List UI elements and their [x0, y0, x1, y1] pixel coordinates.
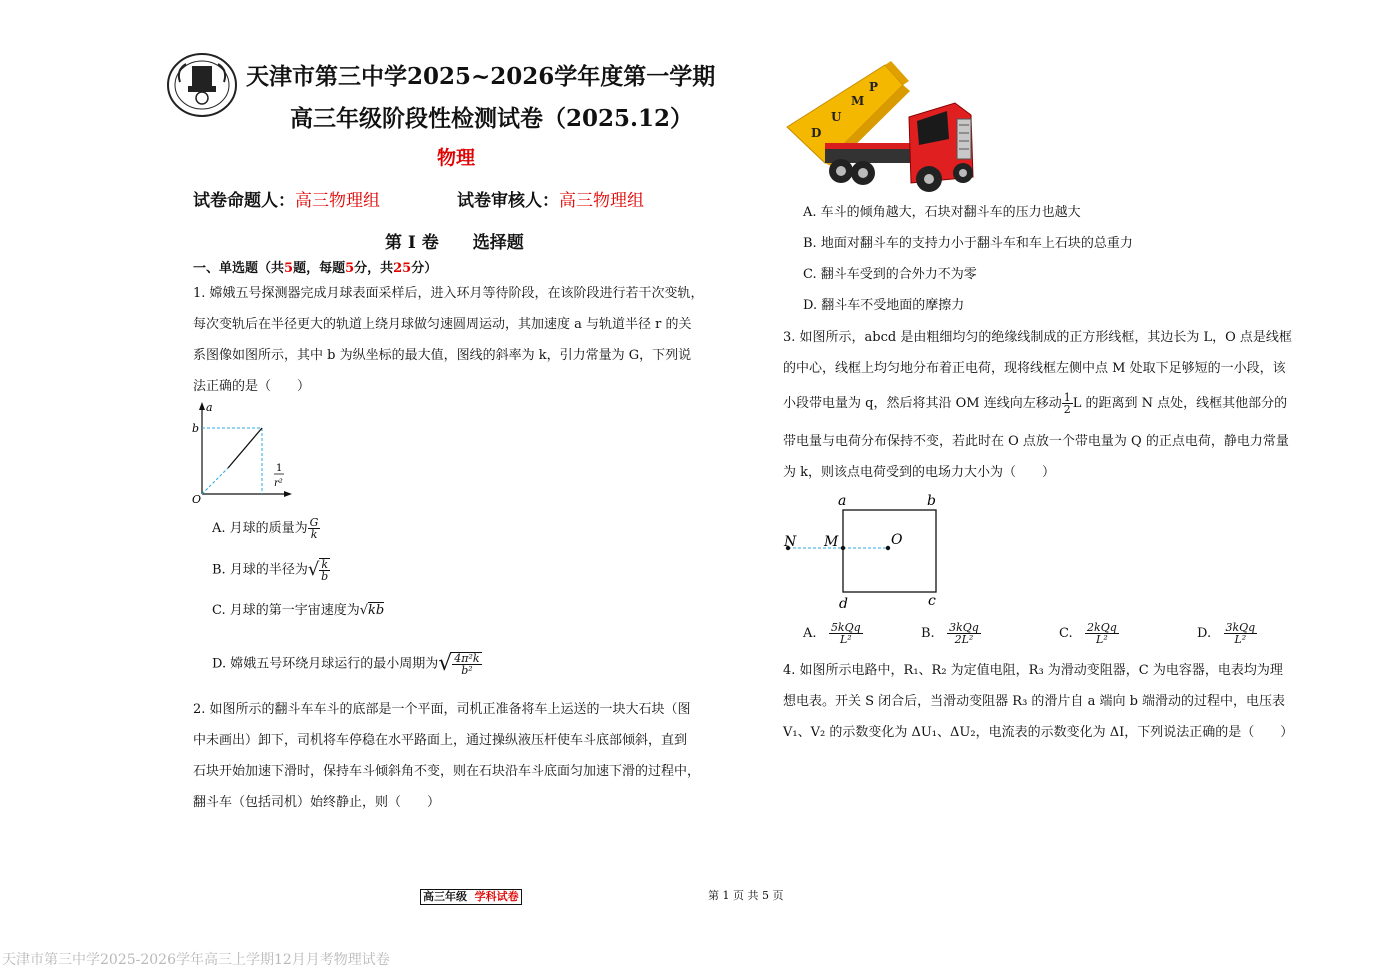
- label-c: c: [928, 593, 936, 609]
- q3-option-a: A. $\frac{\text{5kQq}}{\text{L²}}$: [803, 621, 861, 646]
- exam-title: 高三年级阶段性检测试卷（2025.12）: [290, 105, 694, 132]
- reviewer-label: 试卷审核人：: [457, 191, 559, 211]
- q2-option-d: D. 翻斗车不受地面的摩擦力: [803, 298, 965, 313]
- volume-type: 选择题: [472, 233, 524, 253]
- graph-y-label: a: [206, 401, 213, 414]
- q2-line2: 中未画出）卸下，司机将车停稳在水平路面上，通过操纵液压杆使车斗底部倾斜，直到: [193, 733, 688, 748]
- q3-square-frame-figure: [780, 490, 950, 612]
- q3-option-d: D. $\frac{\text{3kQq}}{\text{L²}}$: [1197, 621, 1256, 646]
- svg-text:P: P: [869, 80, 879, 94]
- label-n: N: [784, 534, 797, 550]
- graph-x-num: 1: [276, 463, 283, 474]
- label-m: M: [824, 534, 839, 550]
- graph-b-label: b: [192, 422, 200, 435]
- dump-truck-image: [785, 55, 980, 195]
- q1-line3: 系图像如图所示，其中 b 为纵坐标的最大值，图线的斜率为 k，引力常量为 G，下列说: [193, 348, 692, 363]
- reviewer-name: 高三物理组: [559, 191, 644, 211]
- label-o: O: [891, 532, 903, 548]
- q3-line2: 的中心，线框上均匀地分布着正电荷，现将线框左侧中点 M 处取下足够短的一小段，该: [783, 361, 1286, 376]
- q1-option-c: C. 月球的第一宇宙速度为√kb: [212, 603, 385, 618]
- q3-option-b: B. $\frac{\text{3kQq}}{\text{2L²}}$: [921, 621, 979, 646]
- q2-option-b: B. 地面对翻斗车的支持力小于翻斗车和车上石块的总重力: [803, 236, 1133, 251]
- author-line: [193, 186, 380, 211]
- q1-option-b: B. 月球的半径为√ $\frac{k}{b}$: [212, 558, 329, 583]
- section-heading: 一、单选题（共5题，每题5分，共25分）: [193, 261, 438, 276]
- q4-line1: 4. 如图所示电路中，R₁、R₂ 为定值电阻，R₃ 为滑动变阻器，C 为电容器，电表均为理: [783, 663, 1283, 678]
- volume-heading: [385, 228, 524, 253]
- q3-line3: 小段带电量为 q，然后将其沿 OM 连线向左移动 $\frac{1}{2}$ L 的距离到 N 点处，线框其他部分的: [783, 391, 1288, 416]
- q3-line5: 为 k，则该点电荷受到的电场力大小为（ ）: [783, 465, 1056, 480]
- subject-title: 物理: [437, 147, 476, 169]
- q2-line4: 翻斗车（包括司机）始终静止，则（ ）: [193, 795, 441, 810]
- svg-text:U: U: [831, 110, 842, 124]
- label-a: a: [838, 493, 847, 509]
- q2-line3: 石块开始加速下滑时，保持车斗倾斜角不变，则在石块沿车斗底面匀加速下滑的过程中，: [193, 764, 701, 779]
- q1-option-a: A. 月球的质量为 $\frac{G}{k}$: [212, 516, 319, 541]
- q4-line3: V₁、V₂ 的示数变化为 ΔU₁、ΔU₂，电流表的示数变化为 ΔI，下列说法正确的是（ ）: [783, 725, 1294, 740]
- svg-text:M: M: [851, 94, 865, 108]
- q1-graph: [188, 398, 298, 508]
- footer-page-number: 第 1 页 共 5 页: [708, 889, 784, 902]
- q3-line1: 3. 如图所示，abcd 是由粗细均匀的绝缘线制成的正方形线框，其边长为 L，O 点是线框: [783, 330, 1292, 345]
- reviewer-line: [457, 186, 644, 211]
- q2-option-a: A. 车斗的倾角越大，石块对翻斗车的压力也越大: [803, 205, 1081, 220]
- q4-line2: 想电表。开关 S 闭合后，当滑动变阻器 R₃ 的滑片自 a 端向 b 端滑动的过程中，电压表: [783, 694, 1286, 709]
- label-b: b: [927, 493, 936, 509]
- q3-line4: 带电量与电荷分布保持不变，若此时在 O 点放一个带电量为 Q 的正点电荷，静电力常量: [783, 434, 1289, 449]
- school-seal-logo: [166, 52, 238, 118]
- q1-line1: 1. 嫦娥五号探测器完成月球表面采样后，进入环月等待阶段，在该阶段进行若干次变轨，: [193, 286, 704, 301]
- footer-grade-box: 高三年级 学科试卷: [420, 889, 522, 905]
- volume-label: 第 I 卷: [385, 233, 439, 253]
- q2-line1: 2. 如图所示的翻斗车车斗的底部是一个平面，司机正准备将车上运送的一块大石块（图: [193, 702, 691, 717]
- school-title: 天津市第三中学2025~2026学年度第一学期: [246, 63, 716, 90]
- svg-text:D: D: [811, 126, 822, 140]
- q3-option-c: C. $\frac{\text{2kQq}}{\text{L²}}$: [1059, 621, 1117, 646]
- label-d: d: [839, 596, 848, 612]
- watermark-caption: 天津市第三中学2025-2026学年高三上学期12月月考物理试卷: [2, 952, 390, 968]
- q1-line2: 每次变轨后在半径更大的轨道上绕月球做匀速圆周运动，其加速度 a 与轨道半径 r 的关: [193, 317, 692, 332]
- q1-option-d: D. 嫦娥五号环绕月球运行的最小周期为√ $\frac{\text{4π²k}}{\text{b²}}$: [212, 651, 480, 677]
- graph-x-den: r²: [274, 478, 283, 489]
- q1-line4: 法正确的是（ ）: [193, 379, 311, 394]
- author-name: 高三物理组: [295, 191, 380, 211]
- q2-option-c: C. 翻斗车受到的合外力不为零: [803, 267, 977, 282]
- graph-origin: O: [192, 493, 202, 506]
- author-label: 试卷命题人：: [193, 191, 295, 211]
